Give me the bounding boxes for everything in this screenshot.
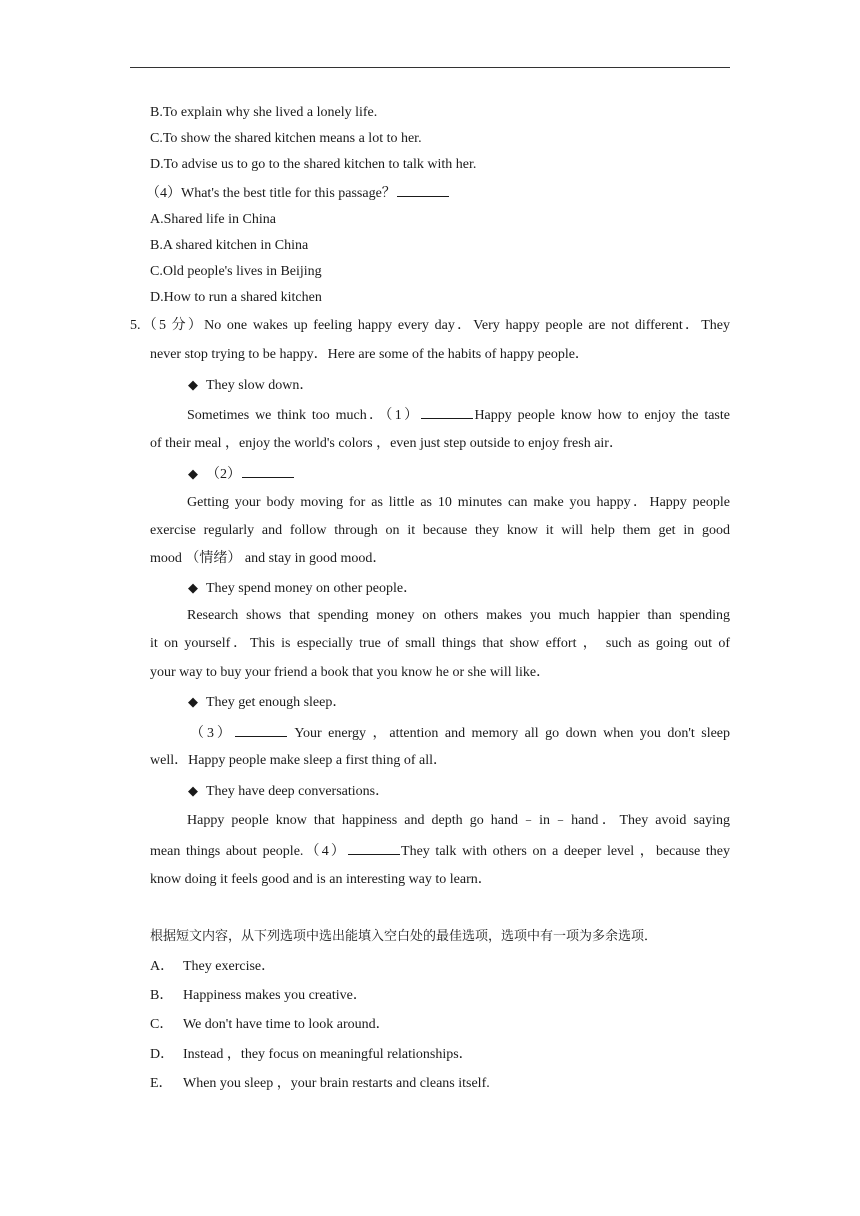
choice-letter: E． bbox=[150, 1076, 173, 1091]
paragraph-1-line-2: of their meal ，enjoy the world's colors ，even just step outside to enjoy fresh air． bbox=[150, 436, 623, 451]
answer-blank-1 bbox=[421, 405, 473, 419]
q5-intro: never stop trying to be happy．Here are some of the habits of happy people． bbox=[150, 347, 589, 362]
choice-text: We don't have time to look around． bbox=[183, 1017, 390, 1032]
text-segment: （3） bbox=[190, 726, 234, 741]
choice-d bbox=[150, 1046, 473, 1064]
option-q3-d: D.To advise us to go to the shared kitchen to talk with her. bbox=[150, 157, 477, 172]
diamond-bullet-icon: ◆ bbox=[188, 694, 198, 709]
heading-text: They slow down． bbox=[206, 378, 314, 393]
paragraph-2-line-1: Getting your body moving for as little as 10 minutes can make you happy．Happy people bbox=[187, 495, 730, 510]
heading-spend-money bbox=[188, 579, 417, 598]
diamond-bullet-icon: ◆ bbox=[188, 377, 198, 392]
option-q3-b: B.To explain why she lived a lonely life. bbox=[150, 105, 378, 120]
choice-b bbox=[150, 987, 367, 1005]
choice-letter: A． bbox=[150, 959, 175, 974]
diamond-bullet-icon: ◆ bbox=[188, 783, 198, 798]
paragraph-5-line-3: know doing it feels good and is an interesting way to learn． bbox=[150, 872, 492, 887]
choice-letter: B． bbox=[150, 988, 174, 1003]
instruction-text: 根据短文内容，从下列选项中选出能填入空白处的最佳选项，选项中有一项为多余选项． bbox=[150, 929, 658, 944]
heading-text: They have deep conversations． bbox=[206, 784, 390, 799]
answer-blank bbox=[397, 183, 449, 197]
diamond-bullet-icon: ◆ bbox=[188, 580, 198, 595]
choice-c bbox=[150, 1016, 390, 1034]
option-q4-b: B.A shared kitchen in China bbox=[150, 238, 309, 253]
text-segment: Sometimes we think too much．（1） bbox=[187, 408, 421, 423]
heading-enough-sleep bbox=[188, 693, 346, 712]
paragraph-2-line-2: exercise regularly and follow through on it because they know it will help them get in good bbox=[150, 523, 730, 538]
paragraph-5-line-1: Happy people know that happiness and depth go hand﹣in﹣hand．They avoid saying bbox=[187, 813, 730, 828]
choice-letter: D． bbox=[150, 1047, 175, 1062]
choice-text: Happiness makes you creative． bbox=[183, 988, 367, 1003]
option-q3-c: C.To show the shared kitchen means a lot to her. bbox=[150, 131, 422, 146]
text-segment: mean things about people.（4） bbox=[150, 844, 348, 859]
heading-text: They get enough sleep． bbox=[206, 695, 347, 710]
text-segment: Happy people know how to enjoy the taste bbox=[474, 408, 730, 423]
text-segment: Your energy ，attention and memory all go down when you don't sleep bbox=[294, 726, 731, 741]
answer-blank-4 bbox=[348, 841, 400, 855]
choice-letter: C． bbox=[150, 1017, 174, 1032]
choice-text: They exercise． bbox=[183, 959, 276, 974]
paragraph-2-line-3: mood （情绪） and stay in good mood． bbox=[150, 551, 387, 566]
header-rule bbox=[130, 67, 730, 68]
heading-blank-2 bbox=[188, 464, 295, 484]
q5-header: 5.（5 分）No one wakes up feeling happy every day．Very happy people are not different．They bbox=[130, 318, 730, 333]
heading-text: They spend money on other people． bbox=[206, 581, 418, 596]
diamond-bullet-icon: ◆ bbox=[188, 466, 198, 481]
paragraph-3-line-2: it on yourself．This is especially true of small things that show effort ， such as going out of bbox=[150, 636, 730, 651]
paragraph-5-line-2 bbox=[150, 841, 730, 861]
paragraph-4-line-2: well．Happy people make sleep a first thing of all． bbox=[150, 753, 448, 768]
paragraph-3-line-1: Research shows that spending money on others makes you much happier than spending bbox=[187, 608, 730, 623]
text-segment: They talk with others on a deeper level ，because they bbox=[401, 844, 730, 859]
paragraph-4-line-1 bbox=[190, 723, 730, 743]
option-q4-c: C.Old people's lives in Beijing bbox=[150, 264, 322, 279]
paragraph-1-line-1 bbox=[187, 405, 730, 425]
paragraph-3-line-3: your way to buy your friend a book that you know he or she will like． bbox=[150, 665, 551, 680]
q4-prompt bbox=[146, 183, 450, 203]
option-q4-a: A.Shared life in China bbox=[150, 212, 276, 227]
heading-slow-down bbox=[188, 376, 313, 395]
choice-text: When you sleep ，your brain restarts and cleans itself. bbox=[183, 1076, 490, 1091]
heading-deep-conversations bbox=[188, 782, 389, 801]
choice-a bbox=[150, 958, 275, 976]
q4-prompt-text: （4）What's the best title for this passage？ bbox=[146, 186, 396, 201]
answer-blank-3 bbox=[235, 723, 287, 737]
option-q4-d: D.How to run a shared kitchen bbox=[150, 290, 322, 305]
answer-blank-2 bbox=[242, 464, 294, 478]
choice-e bbox=[150, 1075, 490, 1093]
choice-text: Instead ，they focus on meaningful relationships． bbox=[183, 1047, 473, 1062]
heading-text: （2） bbox=[206, 467, 241, 482]
